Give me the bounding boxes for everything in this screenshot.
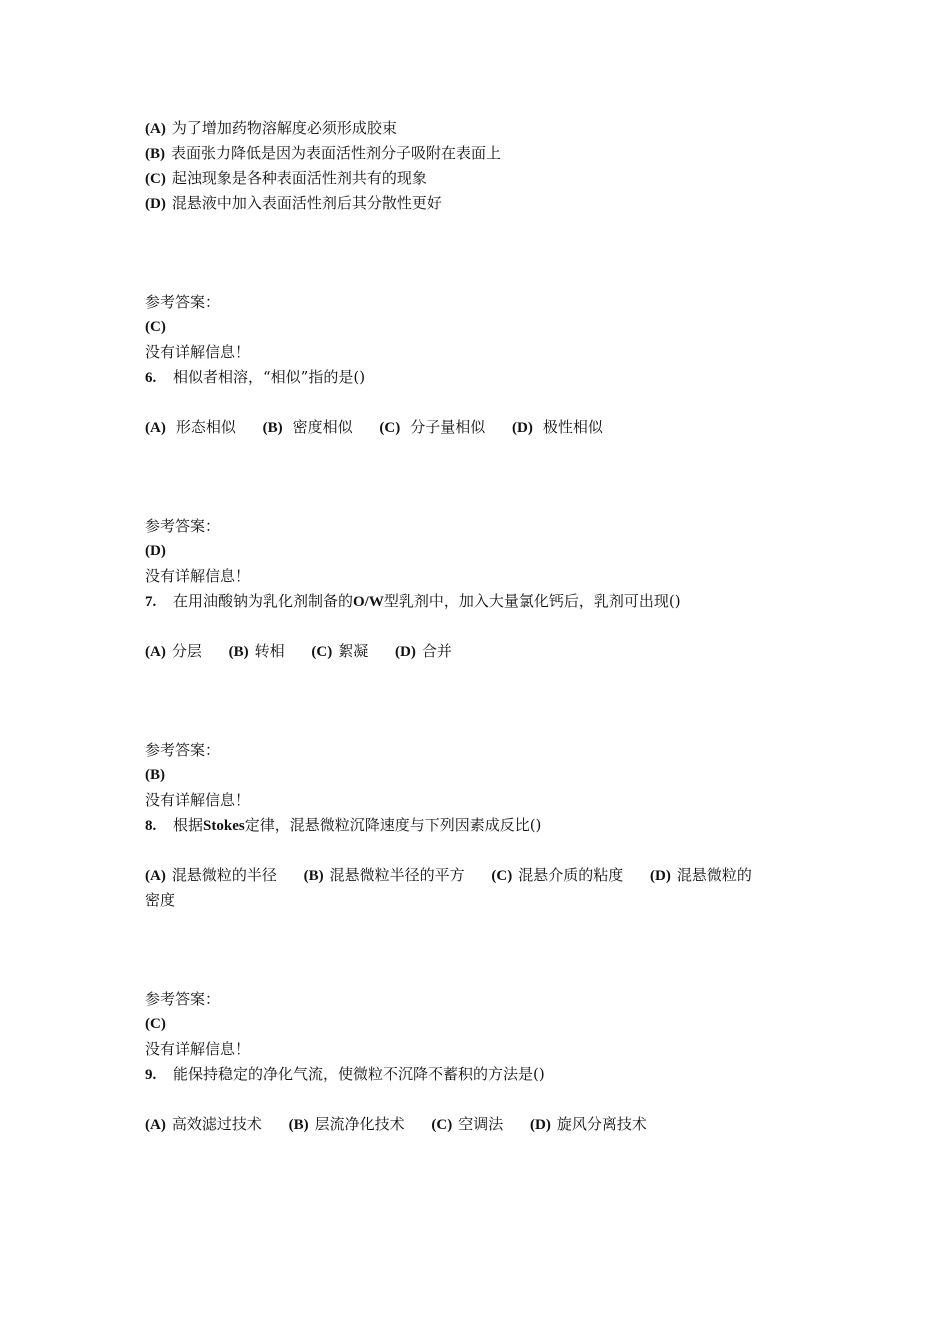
q8-explain: 没有详解信息！ <box>145 1040 251 1058</box>
q6-stem: 6. 相似者相溶，“相似”指的是() <box>145 368 366 386</box>
q7-answer: (B) <box>145 767 165 783</box>
q7-answer-label: 参考答案： <box>145 741 221 759</box>
q5-answer-label: 参考答案： <box>145 293 221 311</box>
q7-explain: 没有详解信息！ <box>145 791 251 809</box>
q8-answer: (C) <box>145 1016 166 1032</box>
q6-explain: 没有详解信息！ <box>145 567 251 585</box>
q5-option-b: (B) 表面张力降低是因为表面活性剂分子吸附在表面上 <box>145 144 502 162</box>
q6-answer-label: 参考答案： <box>145 517 221 535</box>
q6-answer: (D) <box>145 543 166 559</box>
q8-stem: 8. 根据Stokes定律，混悬微粒沉降速度与下列因素成反比() <box>145 816 542 834</box>
q5-explain: 没有详解信息！ <box>145 343 251 361</box>
q8-option-wrap: 密度 <box>145 891 176 909</box>
q7-options: (A) 分层 (B) 转相 (C) 絮凝 (D) 合并 <box>145 642 452 660</box>
q5-option-d: (D) 混悬液中加入表面活性剂后其分散性更好 <box>145 194 442 212</box>
q7-stem: 7. 在用油酸钠为乳化剂制备的O/W型乳剂中，加入大量氯化钙后，乳剂可出现() <box>145 592 681 610</box>
q5-option-a: (A) 为了增加药物溶解度必须形成胶束 <box>145 119 397 137</box>
q5-answer: (C) <box>145 319 166 335</box>
q8-options: (A) 混悬微粒的半径 (B) 混悬微粒半径的平方 (C) 混悬介质的粘度 (D) 混悬微粒的 <box>145 866 752 884</box>
q9-options: (A) 高效滤过技术 (B) 层流净化技术 (C) 空调法 (D) 旋风分离技术 <box>145 1115 647 1133</box>
q9-stem: 9. 能保持稳定的净化气流，使微粒不沉降不蓄积的方法是() <box>145 1065 545 1083</box>
q5-option-c: (C) 起浊现象是各种表面活性剂共有的现象 <box>145 169 427 187</box>
q6-options: (A) 形态相似 (B) 密度相似 (C) 分子量相似 (D) 极性相似 <box>145 418 603 436</box>
q8-answer-label: 参考答案： <box>145 990 221 1008</box>
